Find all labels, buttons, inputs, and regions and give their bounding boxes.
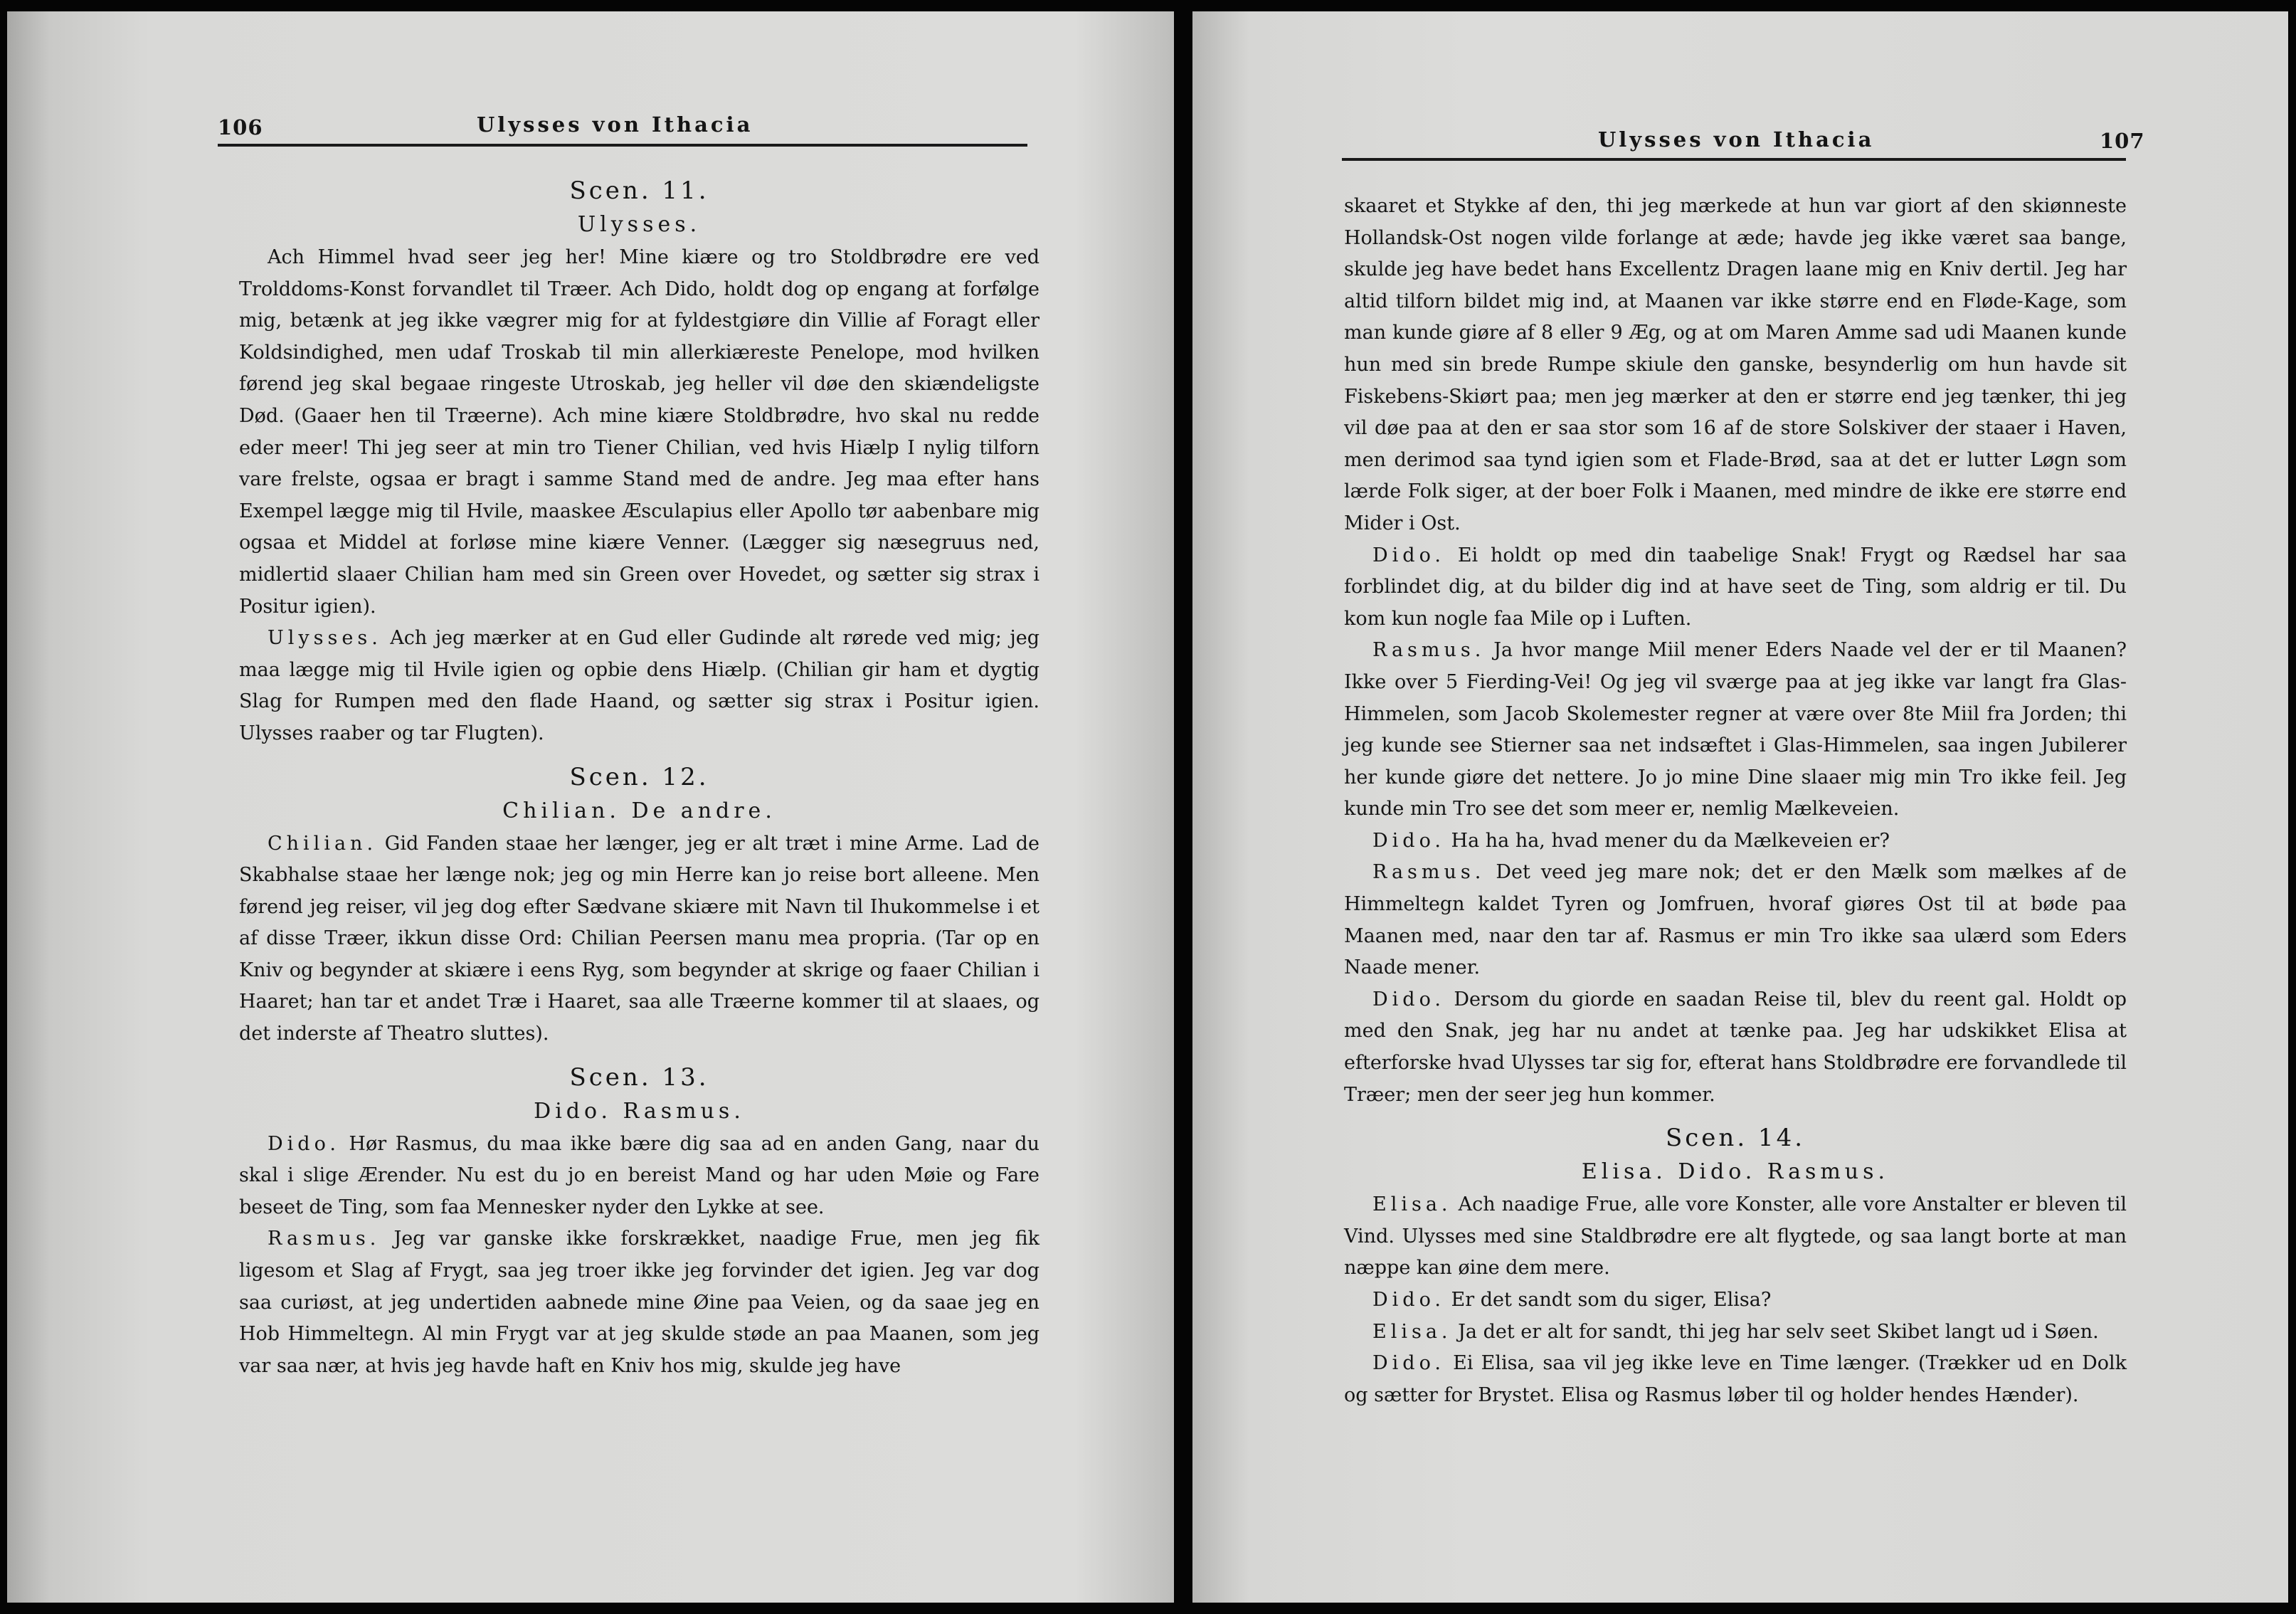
speaker-name: Ulysses. [268, 627, 382, 650]
header-rule [1342, 158, 2126, 161]
speaker-name: Rasmus. [268, 1228, 381, 1250]
scene-characters: Ulysses. [577, 212, 702, 237]
dialogue-paragraph [1344, 857, 2127, 983]
paragraph-text: skaaret et Stykke af den, thi jeg mærkede at hun var giort af den skiønneste Hollandsk-Ost nogen vilde forlange at æde; havde jeg ikke været saa bange, skulde jeg have bedet hans Excellentz Dragen laane mig en Kniv dertil. Jeg har altid tilforn bildet mig ind, at Maanen var ikke større end en Fløde-Kage, som man kunde giøre af 8 eller 9 Æg, og at om Maren Amme sad udi Maanen kunde hun med sin brede Rumpe skiule den ganske, besynderlig om hun havde sit Fiskebens-Skiørt paa; men jeg mærker at den er større end jeg tænker, thi jeg vil døe paa at den er saa stor som 16 af de store Solskiver der staaer i Haven, men derimod saa tynd igien som et Flade-Brød, saa at det er lutter Løgn som lærde Folk siger, at der boer Folk i Maanen, med mindre de ikke ere større end Mider i Ost. [1344, 195, 2127, 534]
page-number: 107 [2100, 129, 2145, 153]
dialogue-paragraph [1344, 540, 2127, 635]
paragraph-text: Hør Rasmus, du maa ikke bære dig saa ad en anden Gang, naar du skal i slige Ærender. Nu est du jo en bereist Mand og har uden Møie og Fare beseet de Ting, som faa Mennesker nyder den Lykke at see. [239, 1132, 1039, 1218]
dialogue-paragraph [1344, 1348, 2127, 1411]
dialogue-paragraph [1344, 984, 2127, 1111]
speaker-name: Dido. [268, 1132, 340, 1155]
scene-characters: Elisa. Dido. Rasmus. [1581, 1159, 1890, 1185]
left-page [7, 11, 1174, 1603]
speaker-name: Chilian. [268, 832, 378, 855]
dialogue-paragraph [1344, 1285, 2127, 1317]
dialogue-paragraph [1344, 635, 2127, 826]
speaker-name: Dido. [1372, 544, 1445, 566]
dialogue-paragraph [239, 1223, 1039, 1382]
dialogue-paragraph [239, 242, 1039, 623]
speaker-name: Elisa. [1372, 1320, 1452, 1343]
scene-heading: Scen. 12. [569, 762, 709, 791]
paragraph-text: Ja hvor mange Miil mener Eders Naade vel der er til Maanen? Ikke over 5 Fierding-Vei! Og jeg vil sværge paa at jeg ikke var langt fra Glas-Himmelen, som Jacob Skolemester regner at være over 8te Miil fra Jorden; thi jeg kunde see Stierner saa net indsæftet i Glas-Himmelen, saa ingen Jubilerer her kunde giøre det nettere. Jo jo mine Dine slaaer mig min Tro ikke feil. Jeg kunde min Tro see det som meer er, nemlig Mælkeveien. [1344, 639, 2127, 821]
paragraph-text: Gid Fanden staae her længer, jeg er alt træt i mine Arme. Lad de Skabhalse staae her længe nok; jeg og min Herre kan jo reise bort alleene. Men førend jeg reiser, vil jeg dog efter Sædvane skiære mit Navn til Ihukommelse i et af disse Træer, ikkun disse Ord: Chilian Peersen manu mea propria. (Tar op en Kniv og begynder at skiære i eens Ryg, som begynder at skrige og faaer Chilian i Haaret; han tar et andet Træ i Haaret, saa alle Træerne kommer til at slaaes, og det inderste af Theatro sluttes). [239, 832, 1039, 1045]
speaker-name: Dido. [1372, 1289, 1445, 1311]
paragraph-text: Ach jeg mærker at en Gud eller Gudinde alt rørede ved mig; jeg maa lægge mig til Hvile igien og opbie dens Hiælp. (Chilian gir ham et dygtig Slag for Rumpen med den flade Haand, og sætter sig strax i Positur igien. Ulysses raaber og tar Flugten). [239, 627, 1039, 744]
scene-heading: Scen. 11. [569, 176, 709, 205]
speaker-name: Dido. [1372, 988, 1445, 1011]
speaker-name: Dido. [1372, 1352, 1445, 1375]
running-head: Ulysses von Ithacia [1598, 127, 1875, 152]
dialogue-paragraph [239, 828, 1039, 1050]
paragraph-text: Jeg var ganske ikke forskrækket, naadige Frue, men jeg fik ligesom et Slag af Frygt, saa jeg troer ikke jeg forvinder det igien. Jeg var dog saa curiøst, at jeg undertiden aabnede mine Øine paa Veien, og da saae jeg en Hob Himmeltegn. Al min Frygt var at jeg skulde støde an paa Maanen, som jeg var saa nær, at hvis jeg havde haft en Kniv hos mig, skulde jeg have [239, 1228, 1039, 1377]
page-body [1344, 191, 2127, 1411]
paragraph-text: Ei holdt op med din taabelige Snak! Frygt og Rædsel har saa forblindet dig, at du bilder dig ind at have seet de Ting, som aldrig er til. Du kom kun nogle faa Mile op i Luften. [1344, 544, 2127, 630]
scene-characters: Dido. Rasmus. [534, 1098, 745, 1124]
paragraph-text: Det veed jeg mare nok; det er den Mælk som mælkes af de Himmeltegn kaldet Tyren og Jomfruen, hvoraf giøres Ost til at bøde paa Maanen med, naar den tar af. Rasmus er min Tro ikke saa ulærd som Eders Naade mener. [1344, 861, 2127, 979]
paragraph-text: Ach Himmel hvad seer jeg her! Mine kiære og tro Stoldbrødre ere ved Trolddoms-Konst forvandlet til Træer. Ach Dido, holdt dog op engang at forfølge mig, betænk at jeg ikke vægrer mig for at fyldestgiøre din Villie af Foragt eller Koldsindighed, men udaf Troskab til min allerkiæreste Penelope, mod hvilken førend jeg skal begaae ringeste Utroskab, jeg heller vil døe den skiændeligste Død. (Gaaer hen til Træerne). Ach mine kiære Stoldbrødre, hvo skal nu redde eder meer! Thi jeg seer at min tro Tiener Chilian, ved hvis Hiælp I nylig tilforn vare frelste, ogsaa er bragt i samme Stand med de andre. Jeg maa efter hans Exempel lægge mig til Hvile, maaskee Æsculapius eller Apollo tør aabenbare mig ogsaa et Middel at forløse mine kiære Venner. (Lægger sig næsegruus ned, midlertid slaaer Chilian ham med sin Green over Hovedet, og sætter sig strax i Positur igien). [239, 246, 1039, 618]
running-head: Ulysses von Ithacia [477, 112, 753, 137]
page-number: 106 [218, 115, 263, 139]
paragraph-text: Ha ha ha, hvad mener du da Mælkeveien er? [1451, 829, 1890, 852]
scene-heading: Scen. 13. [569, 1062, 709, 1092]
speaker-name: Elisa. [1372, 1193, 1452, 1216]
page-body [239, 174, 1039, 1382]
paragraph-text: Ja det er alt for sandt, thi jeg har selv seet Skibet langt ud i Søen. [1458, 1320, 2099, 1343]
paragraph-text: Ach naadige Frue, alle vore Konster, alle vore Anstalter er bleven til Vind. Ulysses med sine Staldbrødre ere alt flygtede, og saa langt borte at man næppe kan øine dem mere. [1344, 1193, 2127, 1280]
speaker-name: Rasmus. [1372, 639, 1486, 662]
scene-characters: Chilian. De andre. [502, 798, 776, 823]
dialogue-paragraph [239, 1129, 1039, 1224]
dialogue-paragraph [1344, 1317, 2127, 1349]
paragraph-text: Ei Elisa, saa vil jeg ikke leve en Time længer. (Trækker ud en Dolk og sætter for Brystet. Elisa og Rasmus løber til og holder hendes Hænder). [1344, 1352, 2127, 1406]
speaker-name: Dido. [1372, 829, 1445, 852]
right-page [1192, 11, 2288, 1603]
paragraph-text: Dersom du giorde en saadan Reise til, blev du reent gal. Holdt op med den Snak, jeg har nu andet at tænke paa. Jeg har udskikket Elisa at efterforske hvad Ulysses tar sig for, efterat hans Stoldbrødre ere forvandlede til Træer; men der seer jeg hun kommer. [1344, 988, 2127, 1106]
dialogue-paragraph [1344, 1189, 2127, 1285]
header-rule [218, 144, 1027, 147]
dialogue-paragraph [1344, 826, 2127, 858]
paragraph-text: Er det sandt som du siger, Elisa? [1451, 1289, 1772, 1311]
dialogue-paragraph [1344, 191, 2127, 540]
scene-heading: Scen. 14. [1665, 1124, 1806, 1153]
dialogue-paragraph [239, 623, 1039, 749]
speaker-name: Rasmus. [1372, 861, 1486, 884]
